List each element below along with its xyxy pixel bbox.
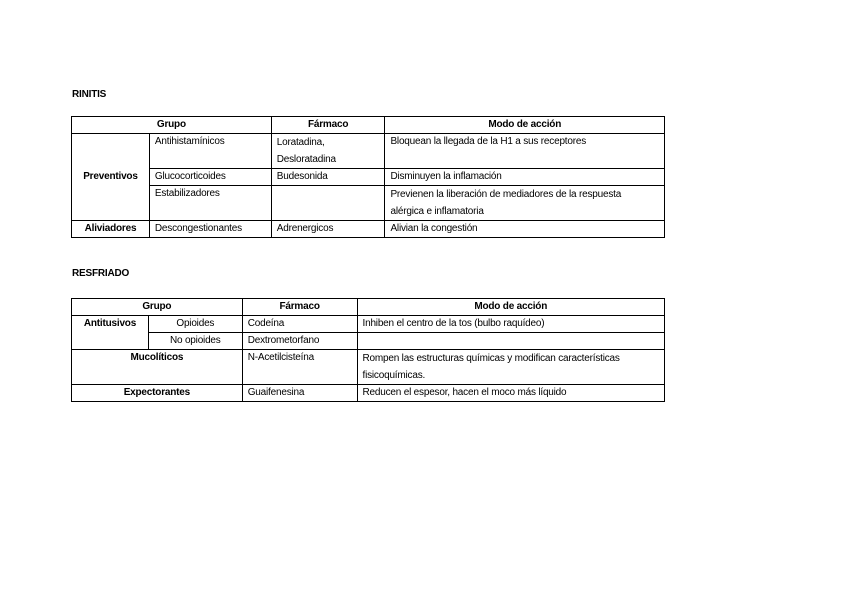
group-antitusivos: Antitusivos [72,316,149,350]
subgroup-cell: Estabilizadores [149,186,271,221]
action-cell [357,350,665,385]
action-cell: Inhiben el centro de la tos (bulbo raquídeo) [357,316,665,333]
action-line: fisicoquímicas. [362,370,426,381]
subgroup-cell: Glucocorticoides [149,169,271,186]
table-row [72,333,665,350]
subgroup-cell: Descongestionantes [149,221,271,238]
table-row [72,385,665,402]
header-grupo: Grupo [72,299,243,316]
group-expectorantes: Expectorantes [72,385,243,402]
action-line: alérgica e inflamatoria [390,206,484,217]
drug-line: Loratadina, [276,137,325,148]
action-cell: Bloquean la llegada de la H1 a sus receptores [385,134,665,169]
table-header-row [72,299,665,316]
drug-cell: Adrenergicos [271,221,385,238]
action-cell: Reducen el espesor, hacen el moco más líquido [357,385,665,402]
group-aliviadores: Aliviadores [72,221,150,238]
rinitis-table [71,116,665,238]
subgroup-cell: Antihistamínicos [149,134,271,169]
table-row [72,169,665,186]
drug-cell [271,186,385,221]
action-cell: Alivian la congestión [385,221,665,238]
group-mucoliticos: Mucolíticos [72,350,243,385]
header-modo-accion: Modo de acción [357,299,665,316]
drug-cell: Guaifenesina [242,385,357,402]
subgroup-cell: Opioides [148,316,242,333]
drug-cell: Codeína [242,316,357,333]
drug-cell: Budesonida [271,169,385,186]
drug-cell: N-Acetilcisteína [242,350,357,385]
subgroup-cell: No opioides [148,333,242,350]
header-grupo: Grupo [72,117,272,134]
group-preventivos: Preventivos [72,134,150,221]
drug-cell [271,134,385,169]
resfriado-title: RESFRIADO [72,268,130,279]
drug-cell: Dextrometorfano [242,333,357,350]
resfriado-table [71,298,665,402]
table-row [72,221,665,238]
table-row [72,134,665,169]
action-line: Previenen la liberación de mediadores de la respuesta [390,189,622,200]
header-modo-accion: Modo de acción [385,117,665,134]
action-cell [385,186,665,221]
action-cell: Disminuyen la inflamación [385,169,665,186]
action-cell [357,333,665,350]
table-header-row [72,117,665,134]
header-farmaco: Fármaco [242,299,357,316]
rinitis-title: RINITIS [72,89,107,100]
action-line: Rompen las estructuras químicas y modifican características [362,353,620,364]
table-row [72,186,665,221]
table-row [72,350,665,385]
header-farmaco: Fármaco [271,117,385,134]
table-row [72,316,665,333]
drug-line: Desloratadina [276,154,336,165]
